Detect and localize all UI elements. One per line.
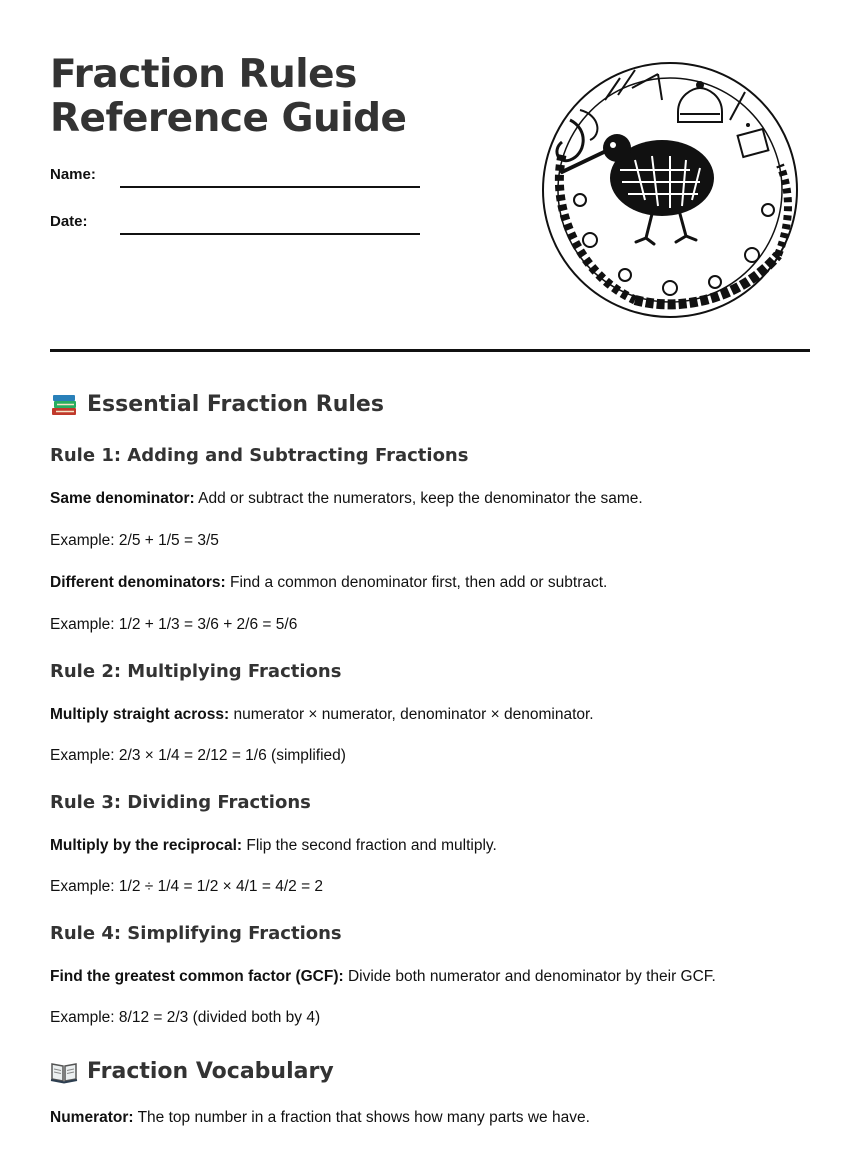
- rule-4-title: Rule 4: Simplifying Fractions: [50, 923, 342, 944]
- rule-3-title: Rule 3: Dividing Fractions: [50, 792, 311, 813]
- section-heading-rules: [50, 388, 810, 422]
- vocab-numerator: [50, 1108, 810, 1128]
- name-label: Name:: [50, 166, 96, 183]
- title-line-2: Reference Guide: [50, 96, 407, 141]
- date-field[interactable]: [50, 213, 420, 237]
- section-heading-rules-text: Essential Fraction Rules: [87, 392, 384, 417]
- rule-4-text: Divide both numerator and denominator by their GCF.: [343, 968, 716, 985]
- rule-1-different-denominators-term: Different denominators:: [50, 574, 226, 591]
- date-label: Date:: [50, 213, 88, 230]
- rule-3-description: [50, 836, 810, 856]
- header-divider: [50, 349, 810, 352]
- rule-3-example: Example: 1/2 ÷ 1/4 = 1/2 × 4/1 = 4/2 = 2: [50, 878, 324, 895]
- rule-2-example: Example: 2/3 × 1/4 = 2/12 = 1/6 (simplified): [50, 747, 346, 764]
- rule-1-title: Rule 1: Adding and Subtracting Fractions: [50, 445, 469, 466]
- kiwi-emblem-icon: [540, 60, 800, 320]
- rule-2-title: Rule 2: Multiplying Fractions: [50, 661, 342, 682]
- title-line-1: Fraction Rules: [50, 52, 357, 97]
- rule-4-example: Example: 8/12 = 2/3 (divided both by 4): [50, 1009, 321, 1026]
- rule-1-same-denominator-term: Same denominator:: [50, 490, 195, 507]
- name-field[interactable]: [50, 166, 420, 190]
- rule-1-same-denominator-text: Add or subtract the numerators, keep the denominator the same.: [194, 490, 643, 507]
- section-heading-vocabulary-text: Fraction Vocabulary: [87, 1059, 334, 1084]
- section-heading-vocabulary: [50, 1055, 810, 1089]
- rule-1-same-denominator: [50, 489, 810, 509]
- rule-1-example-1: Example: 2/5 + 1/5 = 3/5: [50, 532, 219, 549]
- rule-3-text: Flip the second fraction and multiply.: [242, 837, 497, 854]
- page-title: [50, 53, 407, 141]
- rule-2-description: [50, 705, 810, 725]
- vocab-numerator-term: Numerator:: [50, 1109, 134, 1126]
- rule-2-term: Multiply straight across:: [50, 706, 230, 723]
- rule-3-term: Multiply by the reciprocal:: [50, 837, 243, 854]
- books-icon: [50, 393, 78, 417]
- rule-4-description: [50, 967, 810, 987]
- worksheet-page: [50, 0, 810, 1126]
- worksheet-content: [50, 388, 810, 1128]
- open-book-icon: [50, 1060, 78, 1084]
- date-write-line[interactable]: [120, 233, 420, 235]
- rule-1-example-2: Example: 1/2 + 1/3 = 3/6 + 2/6 = 5/6: [50, 616, 298, 633]
- rule-2-text: numerator × numerator, denominator × denominator.: [229, 706, 594, 723]
- worksheet-header: [50, 0, 810, 352]
- rule-4-term: Find the greatest common factor (GCF):: [50, 968, 344, 985]
- name-write-line[interactable]: [120, 186, 420, 188]
- vocab-numerator-text: The top number in a fraction that shows how many parts we have.: [133, 1109, 590, 1126]
- rule-1-different-denominators: [50, 573, 810, 593]
- rule-1-different-denominators-text: Find a common denominator first, then add or subtract.: [225, 574, 608, 591]
